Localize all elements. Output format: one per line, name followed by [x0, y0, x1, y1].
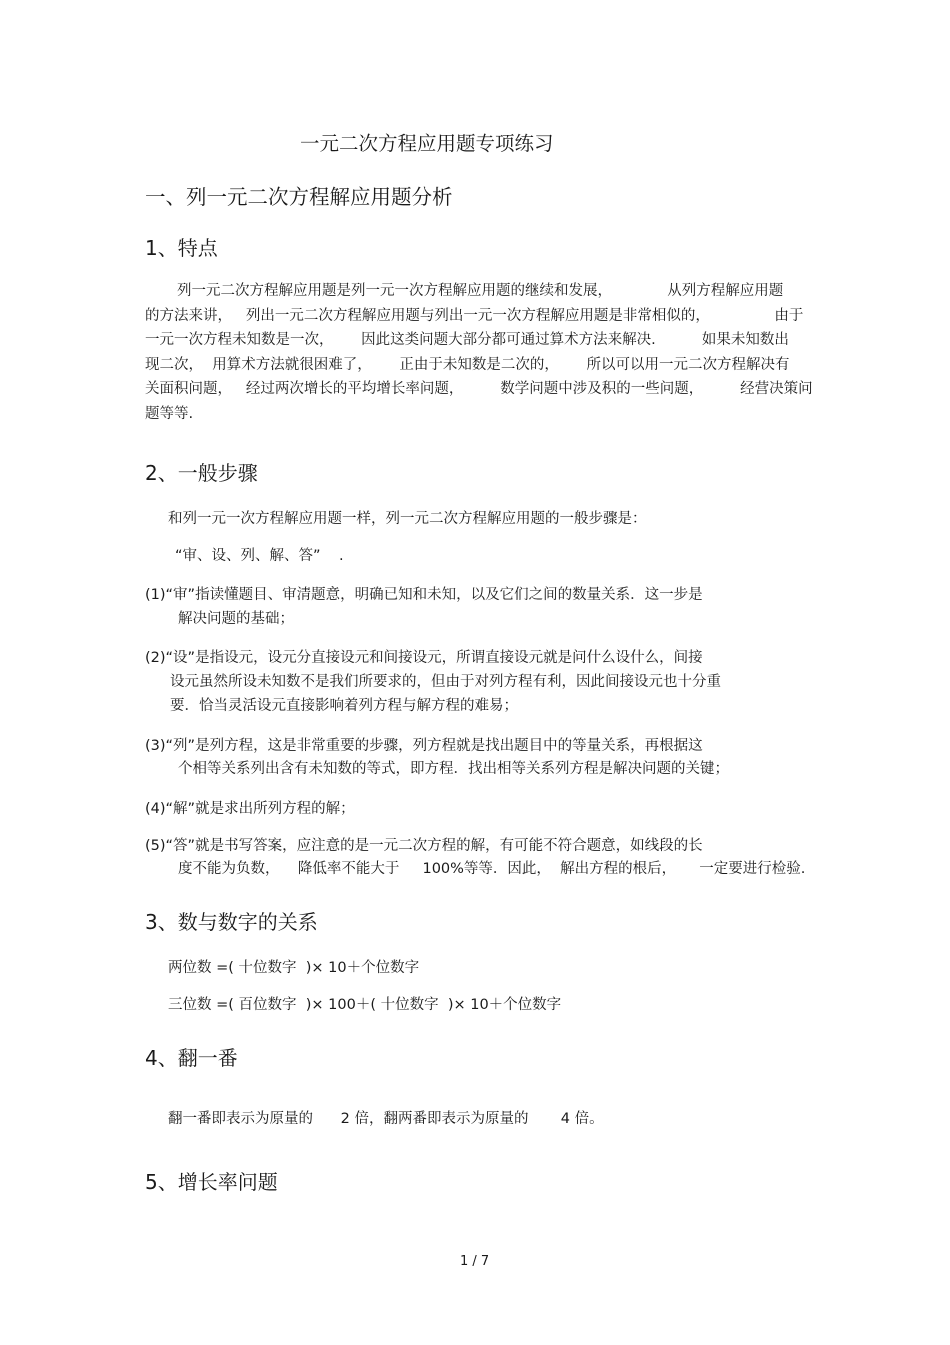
heading-doubling: 4、翻一番 — [145, 1046, 238, 1070]
step-text: “设”是指设元，设元分直接设元和间接设元，所谓直接设元就是问什么设什么，间接 — [165, 650, 703, 666]
step-4 — [145, 797, 355, 818]
step-number: (5) — [145, 838, 166, 854]
step-text: “解”就是求出所列方程的解； — [165, 801, 355, 817]
features-paragraph — [145, 279, 813, 426]
step-text: “答”就是书写答案，应注意的是一元二次方程的解，有可能不符合题意，如线段的长 — [165, 838, 703, 854]
section-heading-analysis: 一、列一元二次方程解应用题分析 — [145, 185, 453, 209]
step-text: “列”是列方程，这是非常重要的步骤，列方程就是找出题目中的等量关系，再根据这 — [165, 738, 703, 754]
doubling-text: 翻一番即表示为原量的 2 倍，翻两番即表示为原量的 4 倍。 — [168, 1111, 604, 1127]
heading-growth-rate: 5、增长率问题 — [145, 1170, 278, 1194]
heading-number-digit: 3、数与数字的关系 — [145, 910, 318, 934]
paragraph-line: 题等等. — [145, 405, 194, 422]
three-digit-formula: 三位数 =( 百位数字 )× 100＋( 十位数字 )× 10＋个位数字 — [168, 997, 562, 1013]
step-3 — [145, 734, 703, 755]
step-5-cont: 度不能为负数， 降低率不能大于 100%等等．因此， 解出方程的根后， 一定要进行检验. — [178, 861, 806, 877]
page-title: 一元二次方程应用题专项练习 — [300, 132, 554, 155]
paragraph-line: 现二次， 用算术方法就很困难了， 正由于未知数是二次的， 所以可以用一元二次方程解决有 — [145, 356, 790, 373]
step-1-cont: 解决问题的基础； — [178, 611, 294, 627]
step-2-cont: 设元虽然所设未知数不是我们所要求的，但由于对列方程有利，因此间接设元也十分重 — [170, 674, 721, 690]
step-number: (2) — [145, 650, 166, 666]
step-5 — [145, 834, 703, 855]
paragraph-line: 的方法来讲， 列出一元二次方程解应用题与列出一元一次方程解应用题是非常相似的， 由于 — [145, 307, 804, 324]
step-number: (3) — [145, 738, 166, 754]
two-digit-formula: 两位数 =( 十位数字 )× 10＋个位数字 — [168, 960, 420, 976]
step-3-cont: 个相等关系列出含有未知数的等式，即方程．找出相等关系列方程是解决问题的关键； — [178, 761, 729, 777]
heading-steps: 2、一般步骤 — [145, 461, 258, 485]
step-number: (4) — [145, 801, 166, 817]
paragraph-line: 关面积问题， 经过两次增长的平均增长率问题， 数学问题中涉及积的一些问题， 经营决策问 — [145, 381, 813, 397]
steps-quote: “审、设、列、解、答” . — [175, 548, 344, 564]
paragraph-line: 列一元二次方程解应用题是列一元一次方程解应用题的继续和发展， 从列方程解应用题 — [177, 283, 784, 299]
step-2-cont: 要．恰当灵活设元直接影响着列方程与解方程的难易； — [170, 698, 518, 714]
heading-features: 1、特点 — [145, 236, 218, 260]
step-2 — [145, 646, 703, 667]
page-number: 1 / 7 — [460, 1254, 490, 1269]
step-1 — [145, 583, 703, 604]
paragraph-line: 一元一次方程未知数是一次， 因此这类问题大部分都可通过算术方法来解决. 如果未知数出 — [145, 332, 789, 348]
step-text: “审”指读懂题目、审清题意，明确已知和未知，以及它们之间的数量关系．这一步是 — [165, 587, 703, 603]
step-number: (1) — [145, 587, 166, 603]
steps-intro: 和列一元一次方程解应用题一样，列一元二次方程解应用题的一般步骤是： — [168, 511, 647, 527]
